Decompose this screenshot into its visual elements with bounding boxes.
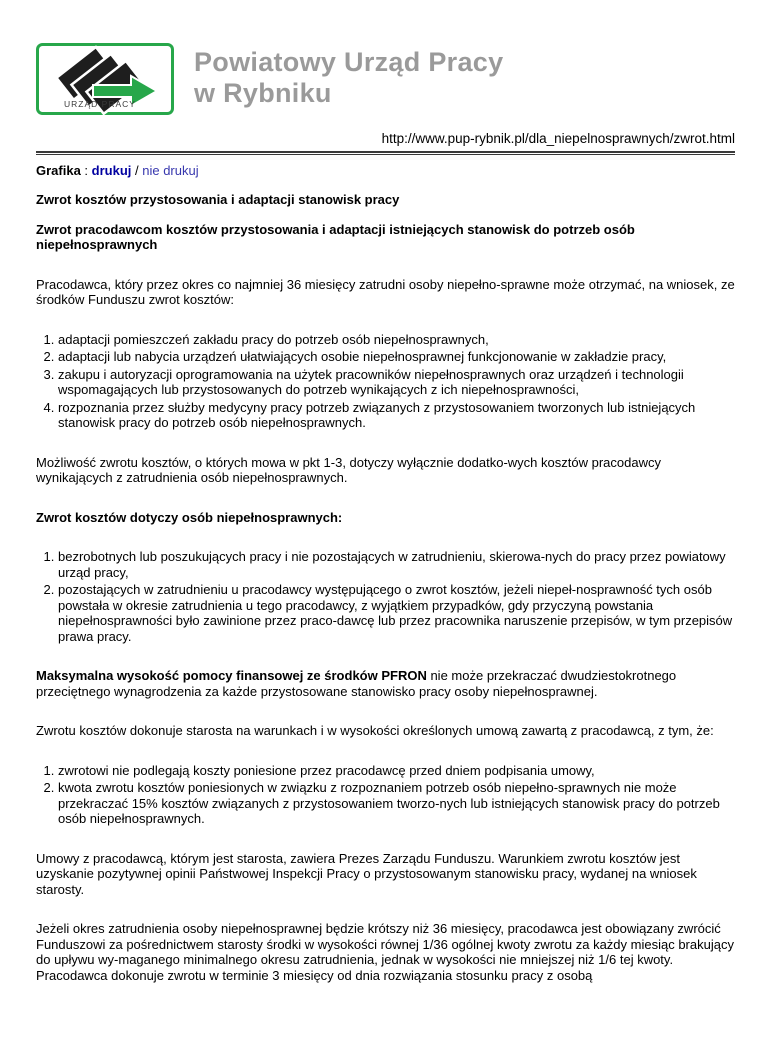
page-subtitle: Zwrot pracodawcom kosztów przystosowania i adaptacji istniejących stanowisk do potrzeb osób niepełnosprawnych — [36, 221, 635, 252]
list-item: 4. rozpoznania przez służby medycyny pracy potrzeb związanych z przystosowaniem tworzonych lub istniejących stanowisk pracy do potrzeb osób niepełnosprawnych. — [58, 400, 735, 431]
print-bar — [36, 163, 735, 179]
list-item: 1. zwrotowi nie podlegają koszty poniesione przez pracodawcę przed dniem podpisania umowy, — [58, 763, 735, 779]
site-title-line1: Powiatowy Urząd Pracy — [194, 47, 504, 77]
paragraph-repayment: Jeżeli okres zatrudnienia osoby niepełnosprawnej będzie krótszy niż 36 miesięcy, pracodawca jest obowiązany zwrócić Funduszowi za pośrednictwem starosty środki w wysokości równej 1/36 ogólnej kwoty zwrotu za każdy miesiąc brakujący do upływu wy-maganego minimalnego okresu zatrudnienia, jednak w wysokości nie mniejszej niż 1/6 tej kwoty. Pracodawca dokonuje zwrotu w terminie 3 miesięcy od dnia rozwiązania stosunku pracy z osobą — [36, 921, 734, 983]
paragraph-possibility: Możliwość zwrotu kosztów, o których mowa w pkt 1-3, dotyczy wyłącznie dodatko-wych kosztów pracodawcy wynikających z zatrudnienia osób niepełnosprawnych. — [36, 454, 661, 485]
header — [36, 43, 735, 115]
logo-caption: URZĄD PRACY — [64, 99, 136, 109]
page-url: http://www.pup-rybnik.pl/dla_niepelnosprawnych/zwrot.html — [381, 131, 735, 146]
document-content — [36, 192, 735, 983]
page-title: Zwrot kosztów przystosowania i adaptacji stanowisk pracy — [36, 192, 400, 207]
print-link[interactable]: drukuj — [91, 162, 132, 178]
list-item: 2. kwota zwrotu kosztów poniesionych w związku z rozpoznaniem potrzeb osób niepełno-sprawnych nie może przekraczać 15% kosztów związanych z przystosowaniem tworzo-nych lub istniejących stanowisk pracy do potrzeb osób niepełnosprawnych. — [58, 780, 735, 827]
site-title — [194, 47, 503, 109]
site-title-line2: w Rybniku — [194, 78, 332, 108]
paragraph-max-aid-rest: nie może przekraczać dwudziestokrotnego przeciętnego wynagrodzenia za każde przystosowane stanowisko pracy osoby niepełnosprawnej. — [36, 668, 677, 699]
page — [0, 43, 768, 983]
urzad-pracy-logo-icon — [36, 43, 174, 115]
list-item: 2. pozostających w zatrudnieniu u pracodawcy występującego o zwrot kosztów, jeżeli niepeł-nosprawność tych osób powstała w okresie zatrudnienia u tego pracodawcy, z wyjątkiem przypadków, gdy przyczyną powstania niepełnosprawności było zawinione przez praco-dawcę lub przez pracownika naruszenie przepisów, w tym przepisów prawa pracy. — [58, 582, 735, 644]
urzad-pracy-logo — [36, 43, 174, 115]
list-item: 3. zakupu i autoryzacji oprogramowania na użytek pracowników niepełnosprawnych oraz urządzeń i technologii wspomagających lub przystosowanych do potrzeb wynikających z ich niepełnosprawności, — [58, 367, 735, 398]
no-print-link[interactable]: nie drukuj — [142, 162, 199, 178]
header-divider — [36, 151, 735, 155]
paragraph-agreements: Umowy z pracodawcą, którym jest starosta, zawiera Prezes Zarządu Funduszu. Warunkiem zwrotu kosztów jest uzyskanie pozytywnej opinii Państwowej Inspekcji Pracy o przystosowanym stanowisku pracy, wydanej na wniosek starosty. — [36, 850, 697, 897]
print-bar-label: Grafika — [36, 162, 81, 178]
list-item: 1. bezrobotnych lub poszukujących pracy i nie pozostających w zatrudnieniu, skierowa-nych do pracy przez powiatowy urząd pracy, — [58, 549, 735, 580]
section-heading-eligibility: Zwrot kosztów dotyczy osób niepełnosprawnych: — [36, 509, 343, 525]
print-bar-slash: / — [131, 162, 143, 178]
eligibility-list — [36, 549, 735, 644]
list-item: 1. adaptacji pomieszczeń zakładu pracy do potrzeb osób niepełnosprawnych, — [58, 332, 735, 348]
paragraph-max-aid-bold: Maksymalna wysokość pomocy finansowej ze środków PFRON — [36, 668, 427, 683]
cost-types-list — [36, 332, 735, 431]
paragraph-starosta-terms: Zwrotu kosztów dokonuje starosta na warunkach i w wysokości określonych umową zawartą z pracodawcą, z tym, że: — [36, 723, 714, 738]
terms-list — [36, 763, 735, 827]
print-bar-separator: : — [80, 162, 92, 178]
paragraph-employer-intro: Pracodawca, który przez okres co najmniej 36 miesięcy zatrudni osoby niepełno-sprawne może otrzymać, na wniosek, ze środków Funduszu zwrot kosztów: — [36, 276, 735, 307]
paragraph-max-aid — [36, 668, 735, 699]
list-item: 2. adaptacji lub nabycia urządzeń ułatwiających osobie niepełnosprawnej funkcjonowanie w zakładzie pracy, — [58, 349, 735, 365]
